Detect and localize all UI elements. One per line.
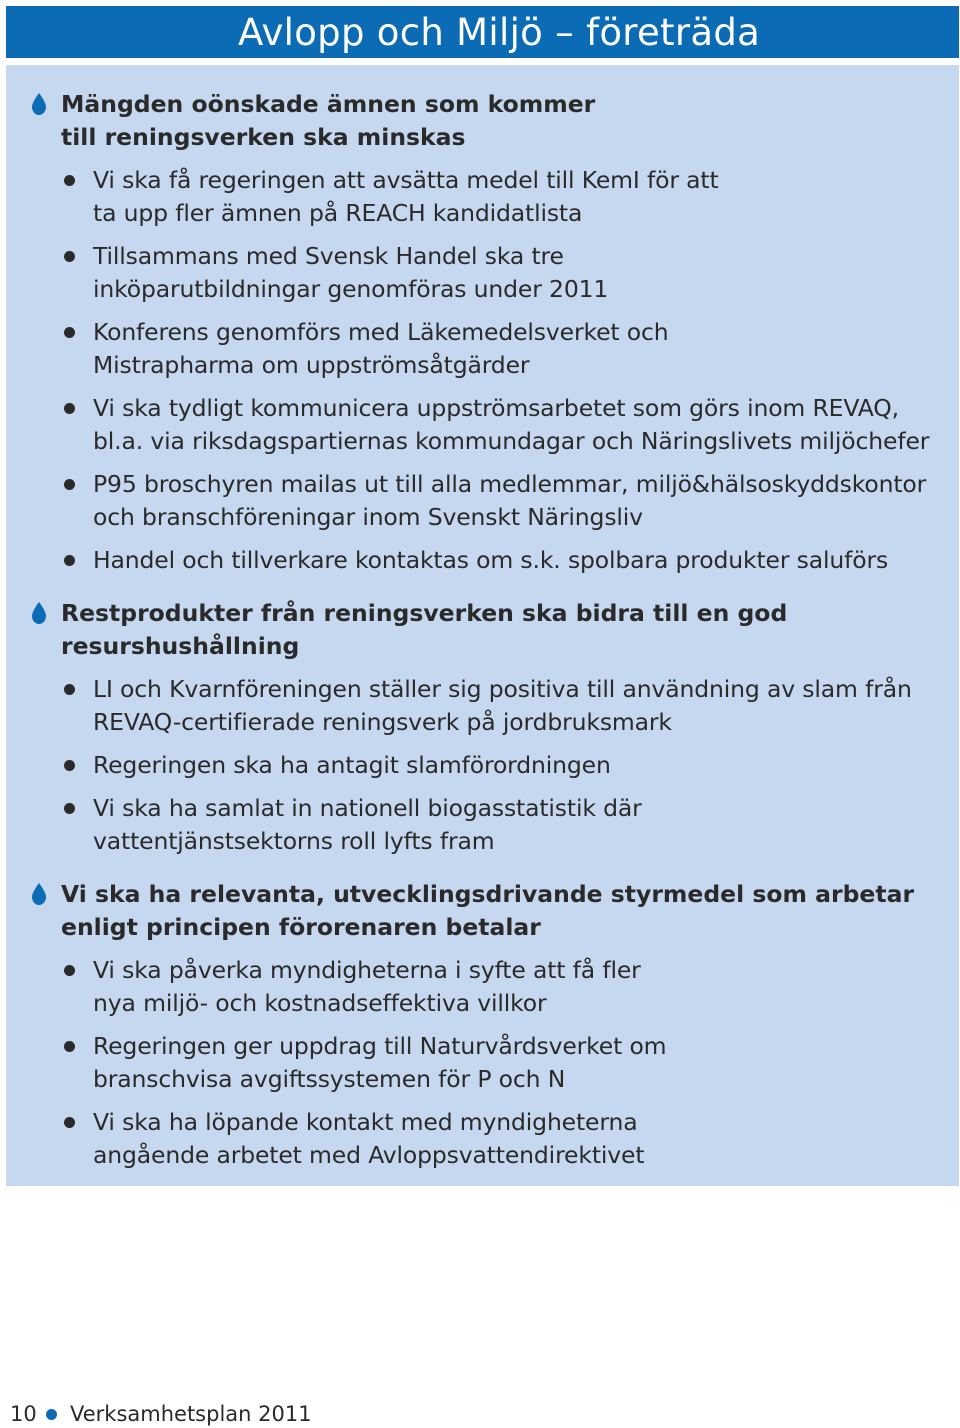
list-item-text: Regeringen ger uppdrag till Naturvårdsverket om — [93, 1032, 667, 1060]
list-item-text: och branschföreningar inom Svenskt Näringsliv — [93, 503, 643, 531]
list-item-text: branschvisa avgiftssystemen för P och N — [93, 1065, 566, 1093]
bullet-icon — [64, 327, 75, 338]
section-heading: Vi ska ha relevanta, utvecklingsdrivande styrmedel som arbetar — [61, 880, 915, 908]
footer-document-title: Verksamhetsplan 2011 — [70, 1402, 312, 1426]
bullet-icon — [64, 965, 75, 976]
bullet-icon — [64, 251, 75, 262]
section-heading: enligt principen förorenaren betalar — [61, 913, 541, 941]
water-drop-icon — [32, 602, 46, 624]
list-item-text: bl.a. via riksdagspartiernas kommundagar och Näringslivets miljöchefer — [93, 427, 930, 455]
page-number: 10 — [10, 1402, 37, 1426]
bullet-icon — [64, 1117, 75, 1128]
list-item-text: nya miljö- och kostnadseffektiva villkor — [93, 989, 547, 1017]
content-panel — [6, 65, 959, 1186]
bullet-icon — [64, 760, 75, 771]
list-item-text: Vi ska få regeringen att avsätta medel till KemI för att — [93, 166, 719, 194]
list-item-text: ta upp fler ämnen på REACH kandidatlista — [93, 199, 583, 227]
list-item-text: LI och Kvarnföreningen ställer sig positiva till användning av slam från — [93, 675, 912, 703]
list-item-text: Vi ska tydligt kommunicera uppströmsarbetet som görs inom REVAQ, — [93, 394, 899, 422]
list-item-text: Mistrapharma om uppströmsåtgärder — [93, 351, 530, 379]
bullet-icon — [64, 479, 75, 490]
page-header — [6, 6, 959, 62]
list-item-text: Konferens genomförs med Läkemedelsverket och — [93, 318, 669, 346]
page-title: Avlopp och Miljö – företräda — [238, 11, 761, 54]
section-heading: Mängden oönskade ämnen som kommer — [61, 90, 596, 118]
list-item-text: Tillsammans med Svensk Handel ska tre — [93, 242, 564, 270]
section-heading: resurshushållning — [61, 632, 300, 660]
list-item-text: vattentjänstsektorns roll lyfts fram — [93, 827, 495, 855]
list-item-text: Vi ska påverka myndigheterna i syfte att få fler — [93, 956, 641, 984]
bullet-icon — [64, 803, 75, 814]
bullet-icon — [64, 403, 75, 414]
section-heading: till reningsverken ska minskas — [61, 123, 466, 151]
bullet-icon — [64, 175, 75, 186]
water-drop-icon — [32, 93, 46, 115]
list-item-text: Regeringen ska ha antagit slamförordningen — [93, 751, 611, 779]
bullet-icon — [64, 1041, 75, 1052]
list-item-text: Vi ska ha samlat in nationell biogasstatistik där — [93, 794, 642, 822]
footer-bullet-icon — [46, 1409, 57, 1420]
list-item-text: inköparutbildningar genomföras under 2011 — [93, 275, 609, 303]
bullet-icon — [64, 684, 75, 695]
water-drop-icon — [32, 883, 46, 905]
list-item-text: P95 broschyren mailas ut till alla medlemmar, miljö&hälsoskyddskontor — [93, 470, 927, 498]
list-item-text: angående arbetet med Avloppsvattendirektivet — [93, 1141, 645, 1169]
list-item-text: Vi ska ha löpande kontakt med myndigheterna — [93, 1108, 638, 1136]
bullet-icon — [64, 555, 75, 566]
list-item-text: Handel och tillverkare kontaktas om s.k. spolbara produkter saluförs — [93, 546, 889, 574]
list-item-text: REVAQ-certifierade reningsverk på jordbruksmark — [93, 708, 672, 736]
section-heading: Restprodukter från reningsverken ska bidra till en god — [61, 599, 788, 627]
